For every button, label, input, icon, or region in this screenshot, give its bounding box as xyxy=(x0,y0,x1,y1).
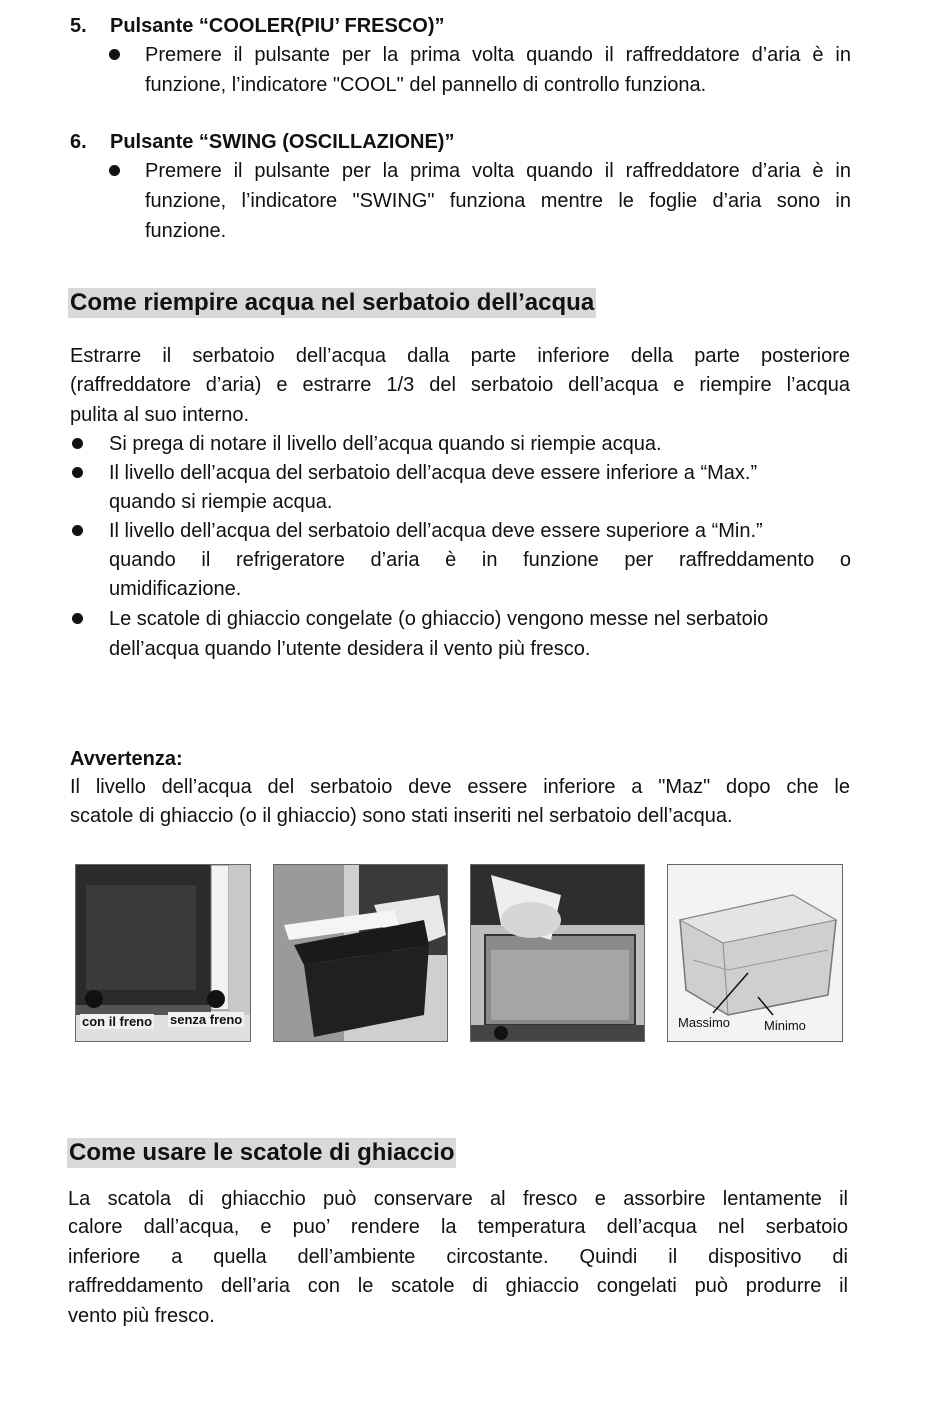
section-6-title: Pulsante “SWING (OSCILLAZIONE)” xyxy=(110,131,455,153)
photo-tank-levels xyxy=(667,864,843,1042)
warning-line-2: scatole di ghiaccio (o il ghiaccio) sono stati inseriti nel serbatoio dell’acqua. xyxy=(70,805,733,827)
fill-intro-line-1: Estrarre il serbatoio dell’acqua dalla parte inferiore della parte posteriore xyxy=(70,345,850,367)
ice-line-1: La scatola di ghiacchio può conservare al fresco e assorbire lentamente il xyxy=(68,1188,848,1210)
ice-section-heading: Come usare le scatole di ghiaccio xyxy=(69,1139,455,1166)
section-6-line-3: funzione. xyxy=(145,220,227,242)
section-5-line-2: funzione, l’indicatore "COOL" del pannello di controllo funziona. xyxy=(145,74,707,96)
photo-tank-bottle xyxy=(470,864,645,1042)
fill-intro-line-2: (raffreddatore d’aria) e estrarre 1/3 del serbatoio dell’acqua e riempire l’acqua xyxy=(70,374,850,396)
fill-bullet-2-line-2: quando si riempie acqua. xyxy=(109,491,333,513)
section-5-line-1: Premere il pulsante per la prima volta quando il raffreddatore d’aria è in xyxy=(145,44,851,66)
fill-section-heading: Come riempire acqua nel serbatoio dell’acqua xyxy=(70,289,595,316)
photo-cooler-wheels xyxy=(75,864,251,1042)
fill-bullet-3-line-1: Il livello dell’acqua del serbatoio dell’acqua deve essere superiore a “Min.” xyxy=(109,520,763,542)
bullet-icon xyxy=(72,613,83,624)
photo-ice-box-insert xyxy=(273,864,448,1042)
section-6-line-2: funzione, l’indicatore "SWING" funziona mentre le foglie d’aria sono in xyxy=(145,190,851,212)
section-6-heading xyxy=(70,129,454,155)
ice-line-3: inferiore a quella dell’ambiente circostante. Quindi il dispositivo di xyxy=(68,1246,848,1268)
fill-bullet-4-line-1: Le scatole di ghiaccio congelate (o ghiaccio) vengono messe nel serbatoio xyxy=(109,608,769,630)
bullet-icon xyxy=(109,49,120,60)
label-min-level: Minimo xyxy=(764,1018,806,1033)
fill-bullet-2-line-1: Il livello dell’acqua del serbatoio dell’acqua deve essere inferiore a “Max.” xyxy=(109,462,758,484)
fill-bullet-3-line-2: quando il refrigeratore d’aria è in funzione per raffreddamento o xyxy=(109,549,851,571)
warning-line-1: Il livello dell’acqua del serbatoio deve essere inferiore a "Maz" dopo che le xyxy=(70,776,850,798)
ice-box-insert-illustration xyxy=(274,865,447,1041)
section-6-line-1: Premere il pulsante per la prima volta quando il raffreddatore d’aria è in xyxy=(145,160,851,182)
bullet-icon xyxy=(109,165,120,176)
fill-bullet-3-line-3: umidificazione. xyxy=(109,578,242,600)
fill-bullet-1-line-1: Si prega di notare il livello dell’acqua quando si riempie acqua. xyxy=(109,433,662,455)
section-5-heading xyxy=(70,13,444,39)
ice-line-2: calore dall’acqua, e puo’ rendere la temperatura dell’acqua nel serbatoio xyxy=(68,1216,848,1238)
label-without-brake: senza freno xyxy=(170,1012,243,1027)
bullet-icon xyxy=(72,467,83,478)
section-5-title: Pulsante “COOLER(PIU’ FRESCO)” xyxy=(110,15,445,37)
section-5-number: 5. xyxy=(70,15,87,37)
bullet-icon xyxy=(72,438,83,449)
label-max-level: Massimo xyxy=(678,1015,731,1030)
ice-line-4: raffreddamento dell’aria con le scatole di ghiaccio congelati può produrre il xyxy=(68,1275,848,1297)
ice-line-5: vento più fresco. xyxy=(68,1305,215,1327)
warning-title: Avvertenza: xyxy=(70,748,183,770)
fill-bullet-4-line-2: dell’acqua quando l’utente desidera il vento più fresco. xyxy=(109,638,591,660)
section-6-number: 6. xyxy=(70,131,87,153)
bullet-icon xyxy=(72,525,83,536)
fill-intro-line-3: pulita al suo interno. xyxy=(70,404,250,426)
tank-bottle-illustration xyxy=(471,865,644,1041)
label-with-brake: con il freno xyxy=(82,1014,153,1029)
